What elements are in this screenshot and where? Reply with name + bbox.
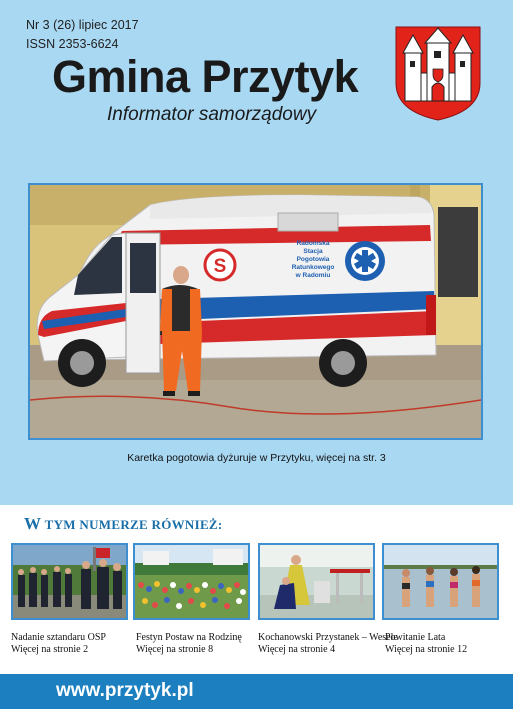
magazine-subtitle: Informator samorządowy [107,104,317,125]
article-label-festyn[interactable] [136,632,242,656]
cover-photo-caption: Karetka pogotowia dyżuruje w Przytyku, więcej na str. 3 [127,452,386,464]
article-thumbnail-kochanowski[interactable] [258,543,375,620]
ambulance-text-line: Ratunkowego [291,264,335,271]
ambulance-text-line: w Radomiu [295,272,331,279]
article-title: Powitanie Lata [385,632,446,643]
article-thumbnail-osp[interactable] [11,543,128,620]
article-title: Nadanie sztandaru OSP [11,632,106,643]
article-label-osp[interactable] [11,632,106,656]
ambulance-text-line: Pogotowia [296,256,330,263]
article-thumbnail-festyn[interactable] [133,543,250,620]
article-label-powitanie-lata[interactable] [385,632,467,656]
article-page-ref: Więcej na stronie 4 [258,644,336,655]
footer-bottom-strip [0,709,513,721]
article-thumbnail-powitanie-lata[interactable] [382,543,499,620]
ambulance-text-line: Stacja [303,248,323,255]
website-link[interactable]: www.przytyk.pl [56,680,194,701]
ambulance-badge-letter: S [213,256,227,277]
article-page-ref: Więcej na stronie 8 [136,644,214,655]
section-heading-rest: TYM NUMERZE RÓWNIEŻ: [41,517,223,532]
cover-photo-ambulance [28,183,483,440]
issue-number: Nr 3 (26) lipiec 2017 [26,18,139,32]
ambulance-text-line: Radomska [296,240,330,247]
magazine-title: Gmina Przytyk [52,51,359,102]
article-title: Festyn Postaw na Rodzinę [136,632,242,643]
section-heading-initial: W [24,514,42,533]
section-heading [24,514,223,534]
article-page-ref: Więcej na stronie 2 [11,644,89,655]
article-page-ref: Więcej na stronie 12 [385,644,468,655]
issn-number: ISSN 2353-6624 [26,37,119,51]
article-label-kochanowski[interactable] [258,632,398,656]
article-title: Kochanowski Przystanek – Wesele [258,632,398,643]
castle-crest-icon [393,25,483,121]
